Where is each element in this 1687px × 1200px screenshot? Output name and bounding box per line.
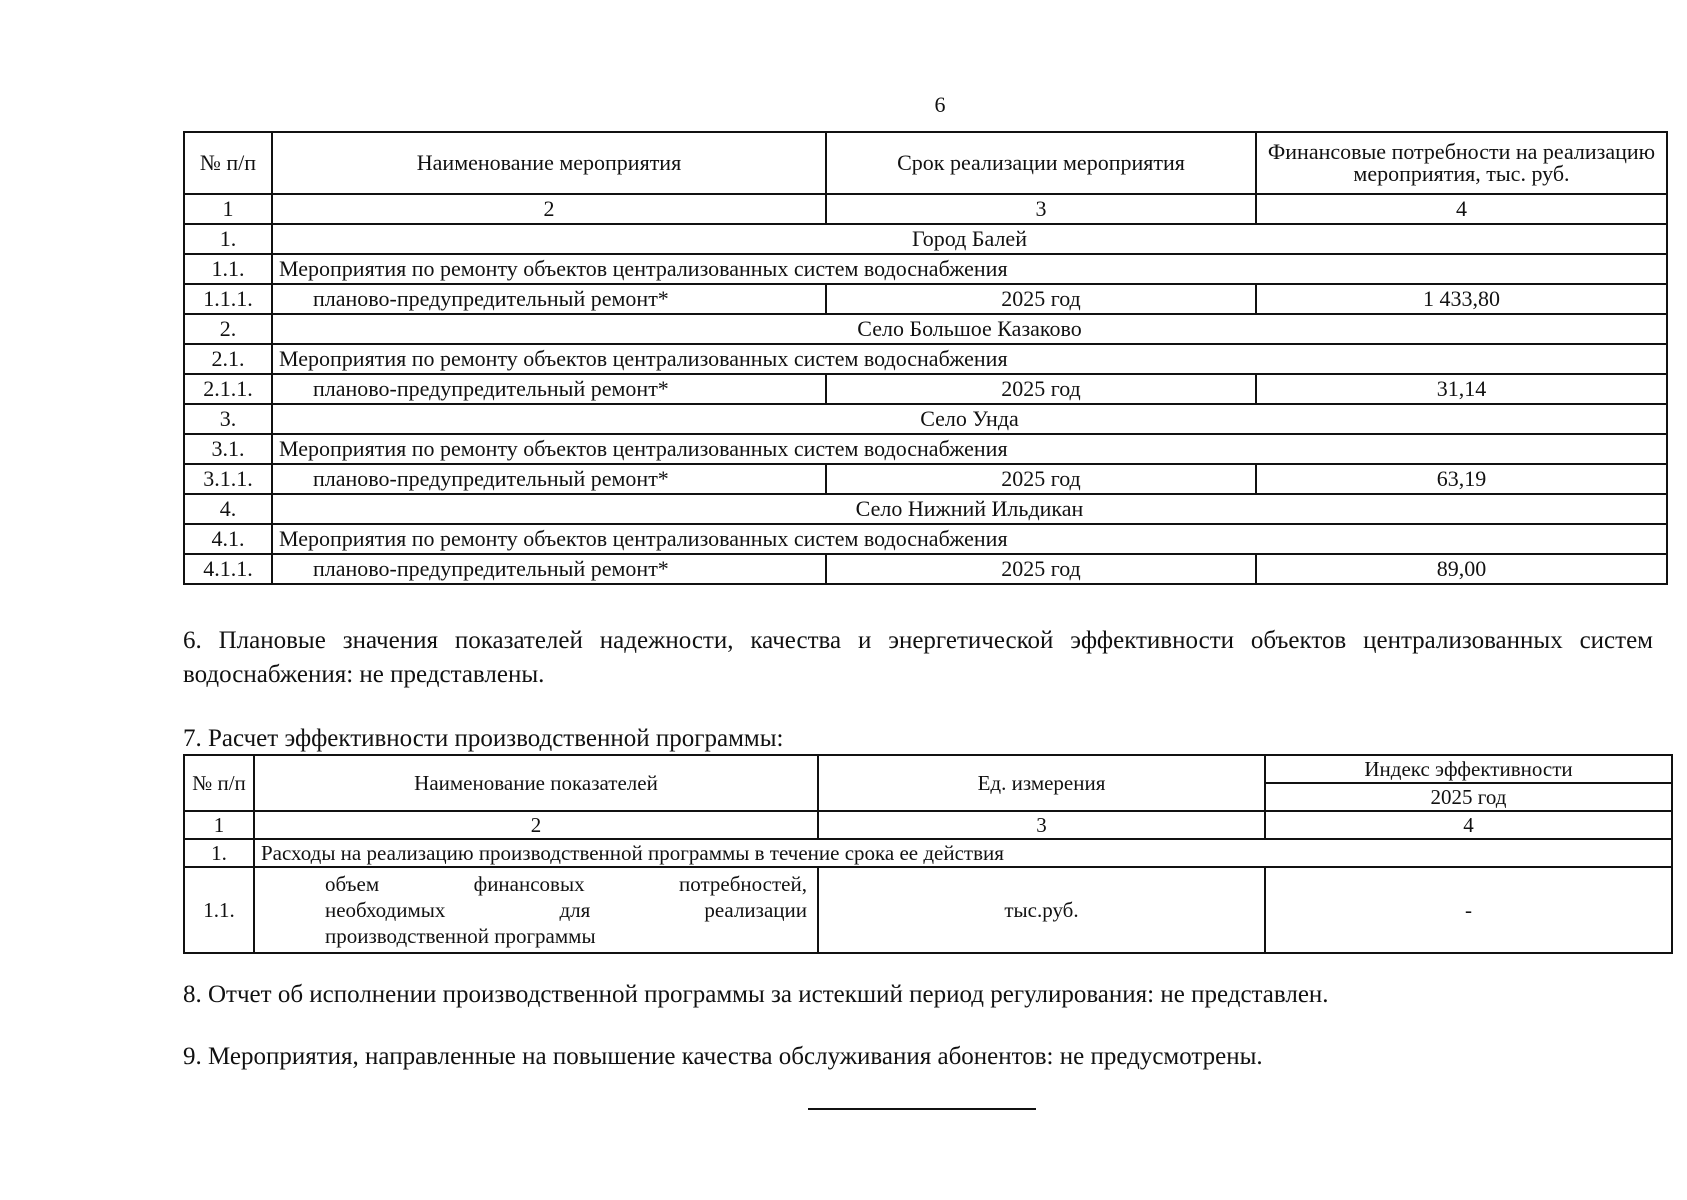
- indicator-line: необходимых для реализации: [325, 898, 807, 922]
- group-row: [184, 524, 1667, 554]
- header-indicator-name: Наименование показателей: [254, 755, 818, 811]
- section-title: Село Нижний Ильдикан: [272, 494, 1667, 524]
- section-title: Село Большое Казаково: [272, 314, 1667, 344]
- header-year: 2025 год: [1265, 783, 1672, 811]
- col-number: 4: [1265, 811, 1672, 839]
- item-name: планово-предупредительный ремонт*: [272, 284, 826, 314]
- item-term: 2025 год: [826, 554, 1256, 584]
- col-number: 3: [826, 194, 1256, 224]
- indicator-line: объем финансовых потребностей,: [325, 872, 807, 896]
- paragraph-8: 8. Отчет об исполнении производственной программы за истекший период регулирования: не представлен.: [183, 981, 1329, 1008]
- col-number: 1: [184, 194, 272, 224]
- section-num: 3.: [184, 404, 272, 434]
- section-row: [184, 839, 1672, 867]
- table-header-row: [184, 132, 1667, 194]
- item-row: [184, 284, 1667, 314]
- activities-table: [183, 131, 1668, 585]
- header-num: № п/п: [184, 132, 272, 194]
- indicator-row: [184, 867, 1672, 953]
- paragraph-9: 9. Мероприятия, направленные на повышение качества обслуживания абонентов: не предусмотрены.: [183, 1043, 1263, 1070]
- section-title: Город Балей: [272, 224, 1667, 254]
- item-value: 31,14: [1256, 374, 1667, 404]
- item-name: планово-предупредительный ремонт*: [272, 374, 826, 404]
- section-row: [184, 224, 1667, 254]
- item-row: [184, 374, 1667, 404]
- section-row: [184, 314, 1667, 344]
- group-num: 3.1.: [184, 434, 272, 464]
- item-num: 1.1.1.: [184, 284, 272, 314]
- col-number: 1: [184, 811, 254, 839]
- group-title: Мероприятия по ремонту объектов централизованных систем водоснабжения: [272, 524, 1667, 554]
- item-num: 2.1.1.: [184, 374, 272, 404]
- col-number: 2: [254, 811, 818, 839]
- section-num: 1.: [184, 224, 272, 254]
- group-row: [184, 344, 1667, 374]
- group-title: Мероприятия по ремонту объектов централизованных систем водоснабжения: [272, 344, 1667, 374]
- item-row: [184, 554, 1667, 584]
- row-num: 1.1.: [184, 867, 254, 953]
- column-numbers-row: [184, 811, 1672, 839]
- group-row: [184, 434, 1667, 464]
- item-name: планово-предупредительный ремонт*: [272, 464, 826, 494]
- group-num: 1.1.: [184, 254, 272, 284]
- item-value: 1 433,80: [1256, 284, 1667, 314]
- section-row: [184, 494, 1667, 524]
- item-num: 4.1.1.: [184, 554, 272, 584]
- item-value: 63,19: [1256, 464, 1667, 494]
- table-header-row: [184, 755, 1672, 783]
- group-num: 2.1.: [184, 344, 272, 374]
- indicator-unit: тыс.руб.: [818, 867, 1265, 953]
- row-title: Расходы на реализацию производственной программы в течение срока ее действия: [254, 839, 1672, 867]
- item-row: [184, 464, 1667, 494]
- efficiency-table: [183, 754, 1673, 954]
- group-title: Мероприятия по ремонту объектов централизованных систем водоснабжения: [272, 434, 1667, 464]
- header-financial-needs: Финансовые потребности на реализацию мероприятия, тыс. руб.: [1256, 132, 1667, 194]
- section-num: 2.: [184, 314, 272, 344]
- column-numbers-row: [184, 194, 1667, 224]
- item-num: 3.1.1.: [184, 464, 272, 494]
- section-row: [184, 404, 1667, 434]
- header-num: № п/п: [184, 755, 254, 811]
- group-title: Мероприятия по ремонту объектов централизованных систем водоснабжения: [272, 254, 1667, 284]
- col-number: 3: [818, 811, 1265, 839]
- col-number: 2: [272, 194, 826, 224]
- item-term: 2025 год: [826, 374, 1256, 404]
- header-term: Срок реализации мероприятия: [826, 132, 1256, 194]
- col-number: 4: [1256, 194, 1667, 224]
- row-num: 1.: [184, 839, 254, 867]
- indicator-line: производственной программы: [325, 924, 596, 948]
- group-num: 4.1.: [184, 524, 272, 554]
- item-term: 2025 год: [826, 464, 1256, 494]
- indicator-name: [254, 867, 818, 953]
- section-title: Село Унда: [272, 404, 1667, 434]
- paragraph-6: 6. Плановые значения показателей надежности, качества и энергетической эффективности объектов централизованных систем водоснабжения: не представлены.: [183, 627, 1653, 688]
- header-activity-name: Наименование мероприятия: [272, 132, 826, 194]
- header-unit: Ед. измерения: [818, 755, 1265, 811]
- section-num: 4.: [184, 494, 272, 524]
- paragraph-7: 7. Расчет эффективности производственной программы:: [183, 725, 784, 752]
- group-row: [184, 254, 1667, 284]
- item-value: 89,00: [1256, 554, 1667, 584]
- item-term: 2025 год: [826, 284, 1256, 314]
- item-name: планово-предупредительный ремонт*: [272, 554, 826, 584]
- indicator-value: -: [1265, 867, 1672, 953]
- page-number: 6: [934, 92, 946, 117]
- header-efficiency-index: Индекс эффективности: [1265, 755, 1672, 783]
- end-rule: [808, 1108, 1036, 1110]
